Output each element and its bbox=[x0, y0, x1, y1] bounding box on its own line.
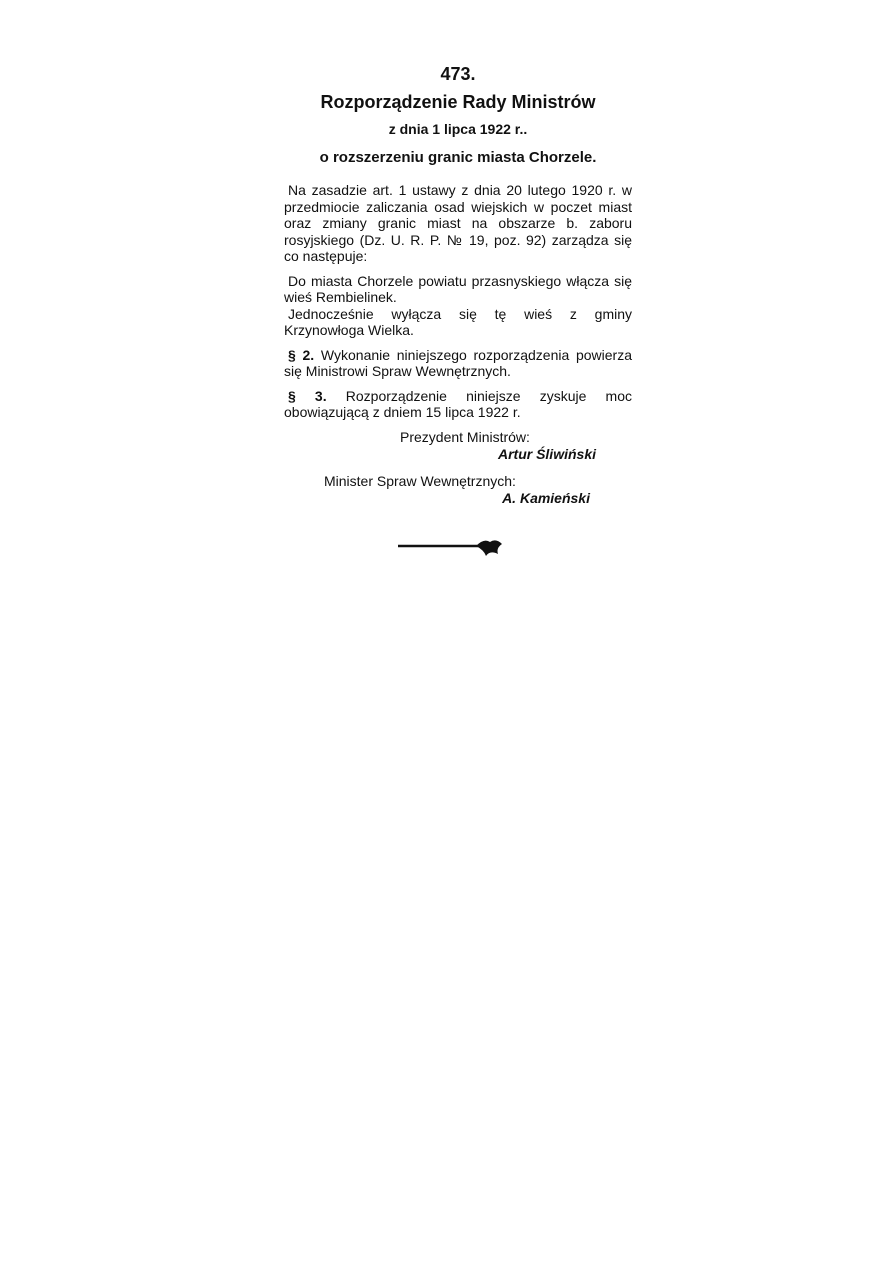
document-title: Rozporządzenie Rady Ministrów bbox=[320, 92, 596, 112]
section-3-mark: § 3. bbox=[288, 387, 327, 404]
section-2-text: Wykonanie niniejszego rozporządzenia powierza się Ministrowi Spraw Wewnętrznych. bbox=[284, 346, 632, 379]
section-1-paragraph-1: Do miasta Chorzele powiatu przasnyskiego włącza się wieś Rembielinek. bbox=[284, 272, 632, 305]
section-3-paragraph bbox=[284, 388, 632, 421]
section-2-paragraph bbox=[284, 347, 632, 380]
signature-role-prime-minister: Prezydent Ministrów: bbox=[400, 428, 530, 445]
end-ornament-icon bbox=[398, 536, 508, 560]
document-date: z dnia 1 lipca 1922 r.. bbox=[388, 121, 528, 137]
signature-block-interior-minister bbox=[284, 473, 632, 507]
intro-paragraph: Na zasadzie art. 1 ustawy z dnia 20 lutego 1920 r. w przedmiocie zaliczania osad wiejskich w poczet miast oraz zmiany granic miast na obszarze b. zaboru rosyjskiego (Dz. U. R. P. № 19, poz. 92) zarządza się co następuje: bbox=[284, 182, 632, 264]
act-number: 473. bbox=[440, 64, 476, 84]
signature-name-interior-minister: A. Kamieński bbox=[502, 489, 590, 506]
section-2-mark: § 2. bbox=[288, 346, 315, 363]
signature-role-interior-minister: Minister Spraw Wewnętrznych: bbox=[324, 472, 516, 489]
document-page bbox=[284, 62, 632, 507]
signature-name-prime-minister: Artur Śliwiński bbox=[497, 445, 596, 462]
section-1-paragraph-2: Jednocześnie wyłącza się tę wieś z gminy Krzynowłoga Wielka. bbox=[284, 305, 632, 338]
document-subject: o rozszerzeniu granic miasta Chorzele. bbox=[319, 149, 597, 166]
section-3-text: Rozporządzenie niniejsze zyskuje moc obowiązującą z dniem 15 lipca 1922 r. bbox=[284, 387, 633, 420]
signature-block-prime-minister bbox=[284, 429, 632, 463]
